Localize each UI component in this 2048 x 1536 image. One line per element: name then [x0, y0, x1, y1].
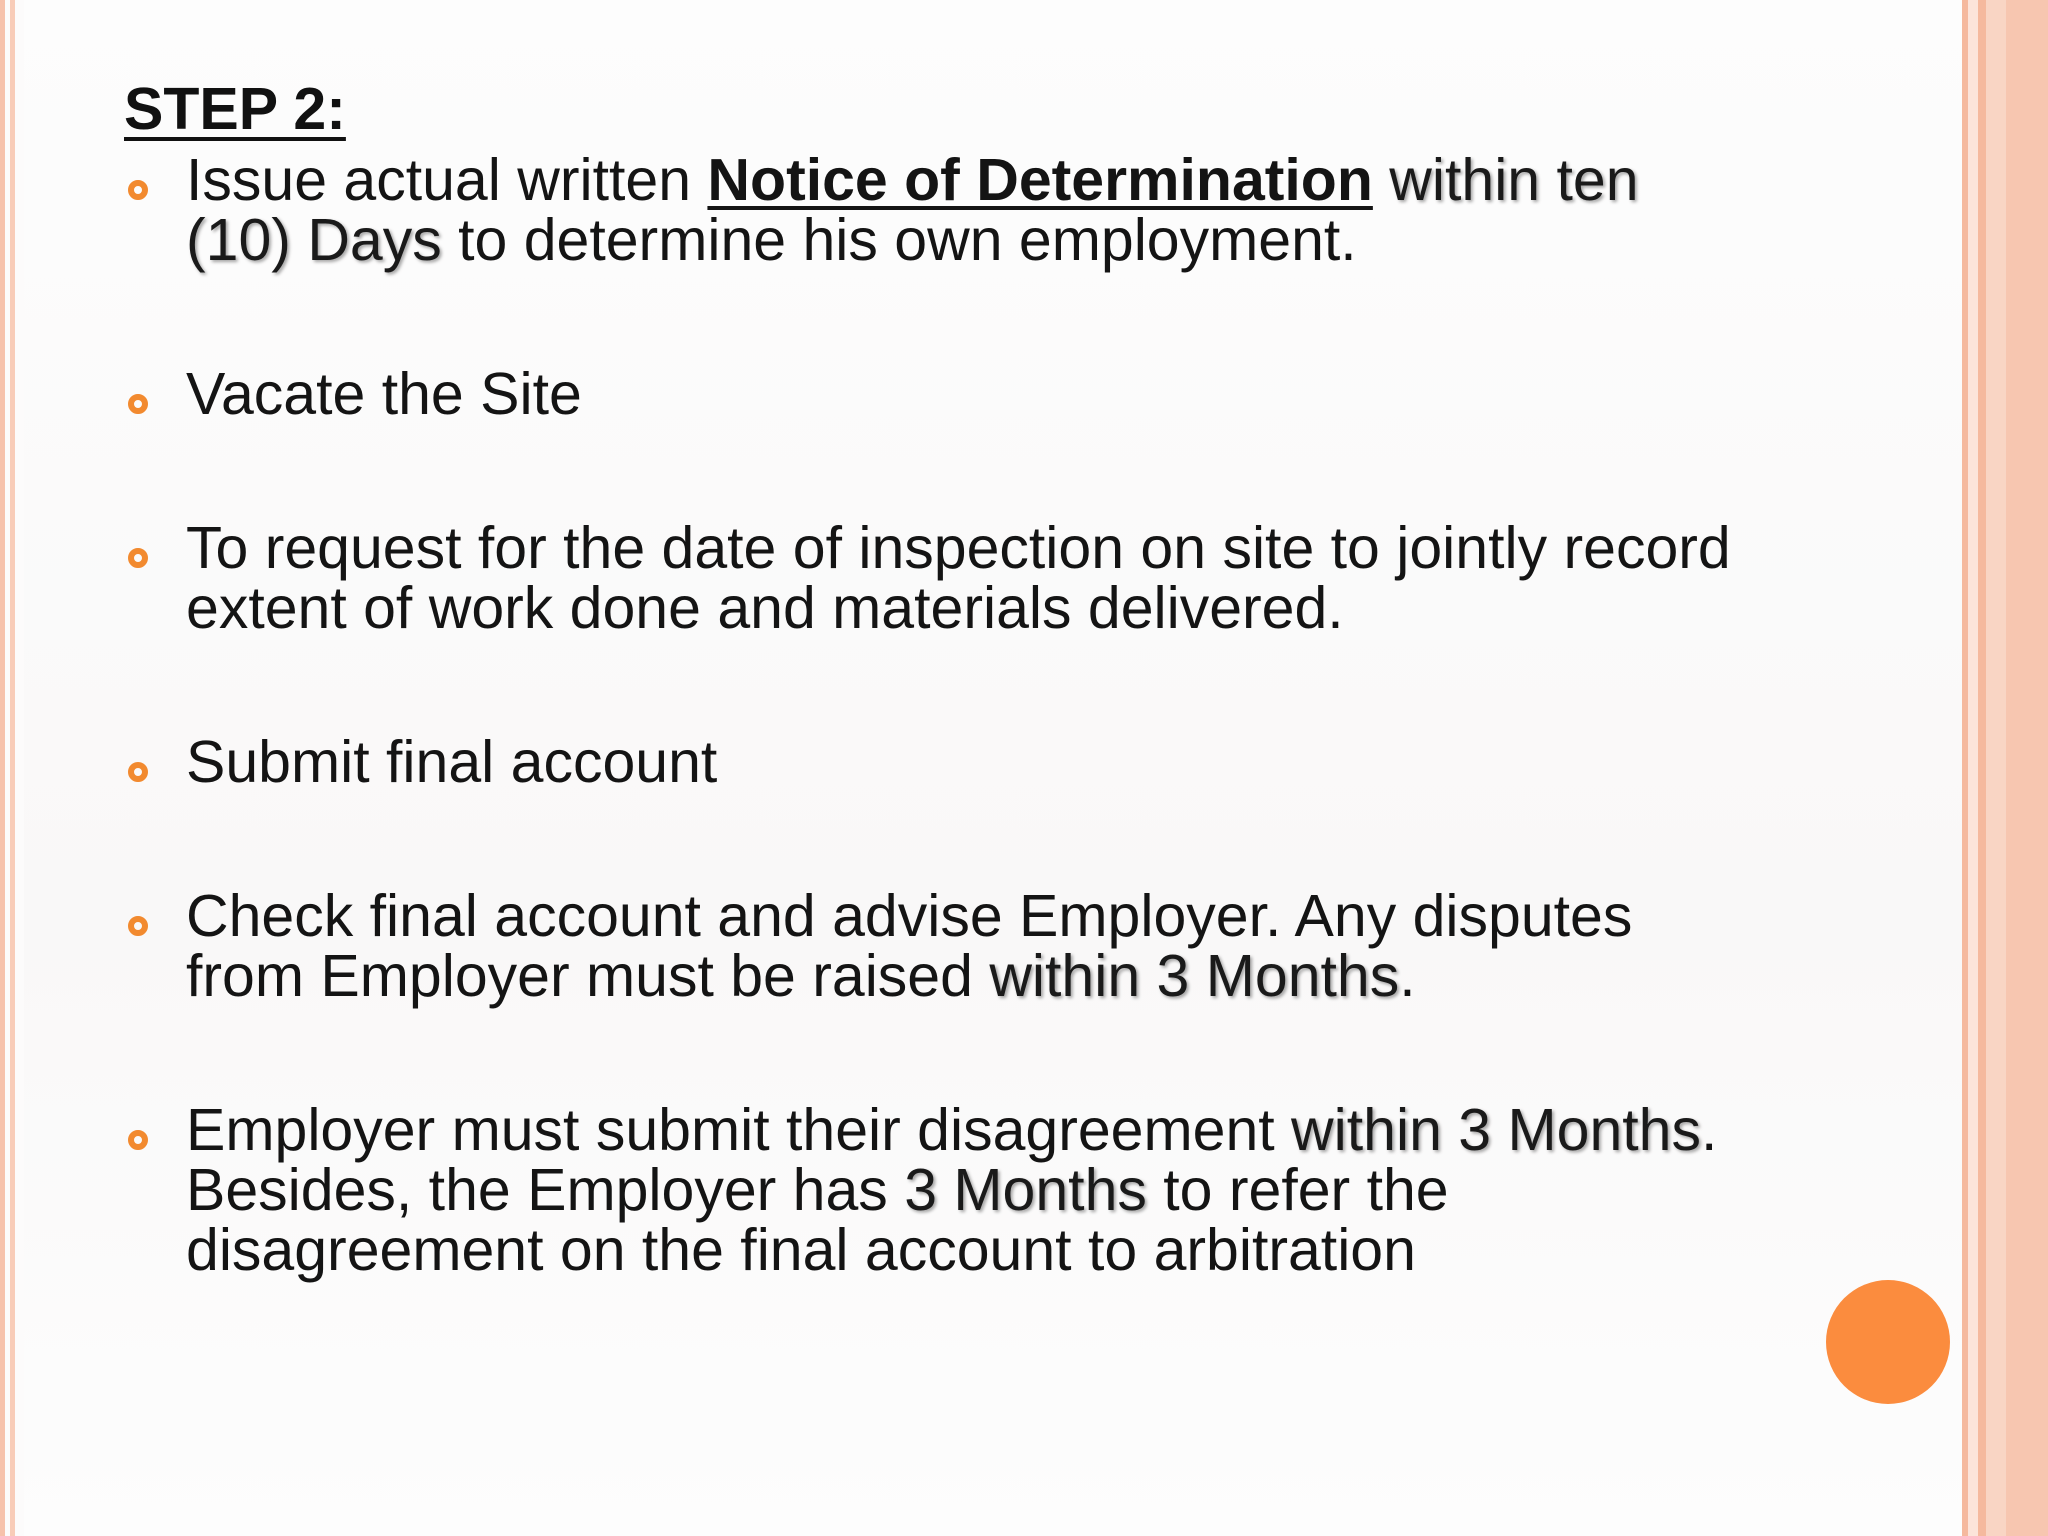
left-border-line: [0, 0, 5, 1536]
text-run: to determine his own employment.: [441, 207, 1357, 273]
text-run: To request for the date of inspection on site to jointly record extent of work done and materials delivered.: [186, 515, 1731, 641]
text-run: to refer the disagreement on the final account to arbitration: [186, 1157, 1449, 1283]
list-item-text: [186, 1097, 1746, 1283]
text-run: Issue actual written: [186, 147, 708, 213]
highlighted-deadline: 3 Months: [904, 1157, 1147, 1223]
hollow-circle-bullet-icon: [128, 762, 148, 782]
text-run: Employer must submit their disagreement: [186, 1097, 1292, 1163]
list-item-text: [186, 147, 1746, 273]
highlighted-deadline: within 3 Months: [1291, 1097, 1701, 1163]
list-item-text: [186, 729, 1746, 795]
slide-heading: STEP 2:: [124, 76, 346, 142]
orange-circle-icon: [1826, 1280, 1950, 1404]
list-item-text: [186, 361, 1746, 427]
right-border-band: [2006, 0, 2048, 1536]
right-border-band: [1968, 0, 1978, 1536]
hollow-circle-bullet-icon: [128, 548, 148, 568]
notice-of-determination-text: Notice of Determination: [707, 147, 1373, 213]
hollow-circle-bullet-icon: [128, 916, 148, 936]
list-item-text: [186, 515, 1746, 641]
text-run: . Besides, the Employer has: [186, 1097, 1718, 1223]
right-border-band: [1978, 0, 1986, 1536]
list-item-text: [186, 883, 1746, 1009]
text-run: Check final account and advise Employer. Any disputes from Employer must be raised: [186, 883, 1633, 1009]
text-run: .: [1399, 943, 1416, 1009]
text-run: Vacate the Site: [186, 361, 582, 427]
left-border-line: [10, 0, 15, 1536]
right-border-band: [1986, 0, 2006, 1536]
text-run: Submit final account: [186, 729, 718, 795]
hollow-circle-bullet-icon: [128, 394, 148, 414]
text-run: [1373, 147, 1389, 213]
highlighted-deadline: within 3 Months: [989, 943, 1400, 1009]
hollow-circle-bullet-icon: [128, 1130, 148, 1150]
hollow-circle-bullet-icon: [128, 180, 148, 200]
highlighted-deadline: within ten (10) Days: [186, 147, 1639, 273]
